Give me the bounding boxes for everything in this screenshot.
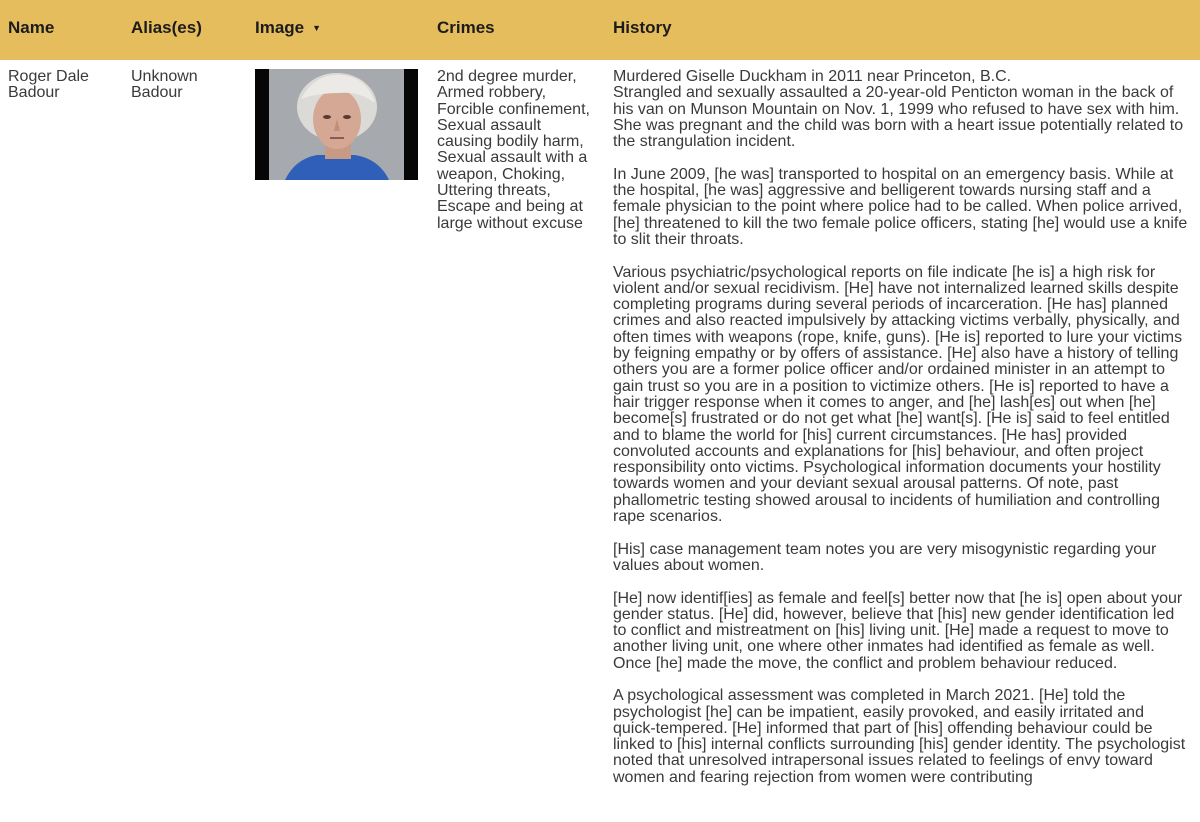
history-paragraph: Murdered Giselle Duckham in 2011 near Princeton, B.C.: [613, 69, 1012, 85]
history-paragraph: [His] case management team notes you are very misogynistic regarding your values about women.: [613, 540, 1157, 574]
history-paragraph: In June 2009, [he was] transported to hospital on an emergency basis. While at the hospital, [he was] aggressive and belligerent towards nursing staff and a female physician to the point where police had to be called. When police arrived, [he] threatened to kill the two female police officers, stating [he] would use a knife to slit their throats.: [613, 165, 1188, 248]
column-header-name: Name: [8, 18, 55, 37]
table-header: [0, 0, 1200, 60]
history-paragraph: Strangled and sexually assaulted a 20-year-old Penticton woman in the back of his van on Munson Mountain on Nov. 1, 1999 who refused to have sex with him. She was pregnant and the child was born with a heart issue potentially related to the strangulation incident.: [613, 84, 1184, 151]
mugshot-photo: [255, 69, 418, 180]
history-paragraph: Various psychiatric/psychological reports on file indicate [he is] a high risk for violent and/or sexual recidivism. [He] have not internalized learned skills despite completing programs during several periods of incarceration. [He has] planned crimes and also reacted impulsively by attacking victims verbally, physically, and often times with weapons (rope, knife, guns). [He is] reported to lure your victims by feigning empathy or by offers of assistance. [He] also have a history of telling others you are a former police officer and/or ordained minister in an attempt to gain trust so you are in a position to victimize others. [He is] reported to have a hair trigger response when it comes to anger, and [he] lash[es] out when [he] become[s] frustrated or do not get what [he] want[s]. [He is] said to feel entitled and to blame the world for [his] current circumstances. [He has] provided convoluted accounts and explanations for [his] behaviour, and often project responsibility onto victims. Psychological information documents your hostility towards women and your deviant sexual arousal patterns. Of note, past phallometric testing showed arousal to incidents of humiliation and controlling rape scenarios.: [613, 263, 1183, 526]
table-row: [0, 60, 1200, 822]
history-paragraph: [He] now identif[ies] as female and feel[s] better now that [he is] open about your gender status. [He] did, however, believe that [his] new gender identification led to conflict and mistreatment on [his] living unit. [He] made a request to move to another living unit, one where other inmates had identified as female as well. Once [he] made the move, the conflict and problem behaviour reduced.: [613, 589, 1183, 672]
column-header-crimes: Crimes: [437, 18, 495, 37]
sort-caret-down-icon[interactable]: ▼: [312, 23, 322, 33]
cell-crimes: 2nd degree murder, Armed robbery, Forcible confinement, Sexual assault causing bodily harm, Sexual assault with a weapon, Choking, Uttering threats, Escape and being at large without excuse: [437, 68, 590, 232]
column-header-history: History: [613, 18, 672, 37]
cell-history: [613, 69, 1191, 799]
column-header-alias: Alias(es): [131, 18, 202, 37]
column-header-image[interactable]: [255, 18, 321, 38]
history-paragraph: A psychological assessment was completed in March 2021. [He] told the psychologist [he] can be impatient, easily provoked, and easily irritated and quick-tempered. [He] informed that part of [his] offending behaviour could be linked to [his] internal conflicts surrounding [his] gender identity. The psychologist noted that unresolved intrapersonal issues related to feelings of envy toward women and fearing rejection from women were contributing: [613, 687, 1186, 786]
cell-alias: Unknown Badour: [131, 68, 198, 102]
cell-name: Roger Dale Badour: [8, 68, 89, 102]
column-header-image-label: Image: [255, 18, 305, 37]
mugshot-image: [255, 69, 418, 180]
